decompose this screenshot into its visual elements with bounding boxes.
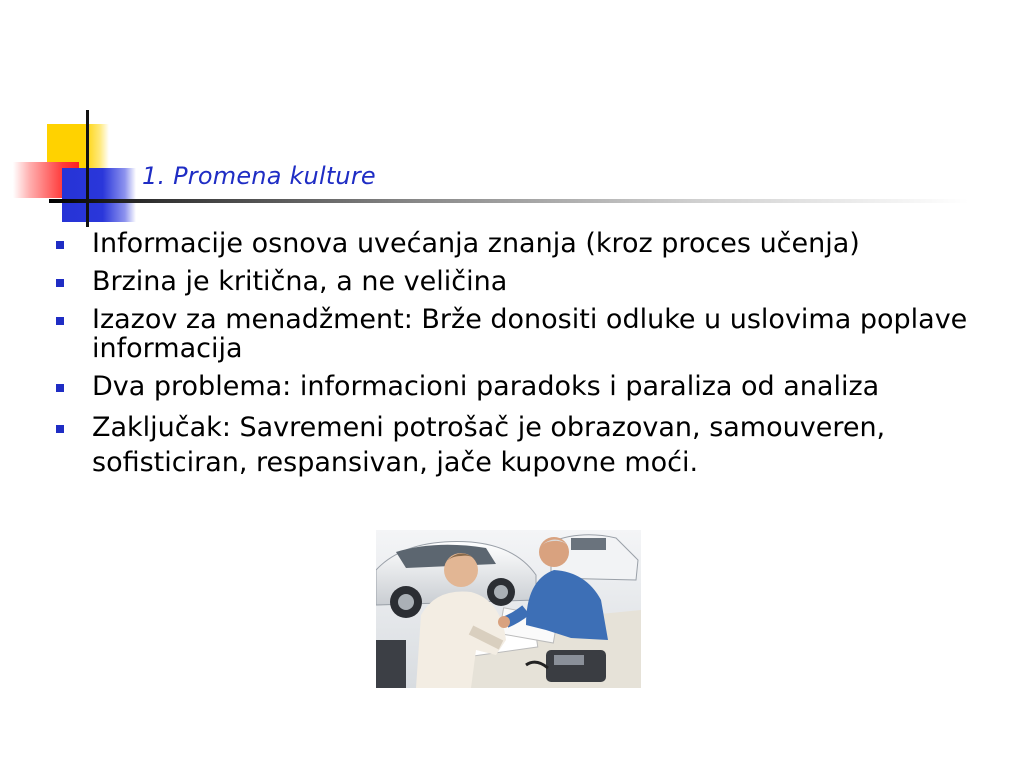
bullet-text: Zaključak: Savremeni potrošač je obrazovan, samouveren, sofisticiran, respansivan, jače kupovne moći. — [92, 412, 886, 478]
ornament-vertical-line — [86, 110, 89, 227]
bullet-marker-icon — [56, 317, 64, 325]
bullet-marker-icon — [56, 279, 64, 287]
bullet-marker-icon — [56, 425, 64, 433]
bullet-item — [54, 410, 994, 480]
bullet-text: Dva problema: informacioni paradoks i paraliza od analiza — [92, 371, 880, 402]
title-underline — [49, 199, 969, 203]
bullet-item — [54, 372, 994, 401]
bullet-text: Brzina je kritična, a ne veličina — [92, 266, 508, 297]
slide-title: 1. Promena kulture — [142, 162, 376, 190]
photo-illustration — [376, 530, 641, 688]
bullet-list — [54, 229, 994, 489]
bullet-item — [54, 305, 994, 363]
bullet-item — [54, 229, 994, 258]
bullet-marker-icon — [56, 241, 64, 249]
bullet-text: Informacije osnova uvećanja znanja (kroz proces učenja) — [92, 228, 860, 259]
bullet-text: Izazov za menadžment: Brže donositi odluke u uslovima poplave informacija — [92, 304, 968, 364]
bullet-item — [54, 267, 994, 296]
car-dealership-photo — [376, 530, 641, 688]
bullet-marker-icon — [56, 384, 64, 392]
corner-ornament — [0, 0, 140, 240]
ornament-blue-square — [62, 168, 136, 222]
